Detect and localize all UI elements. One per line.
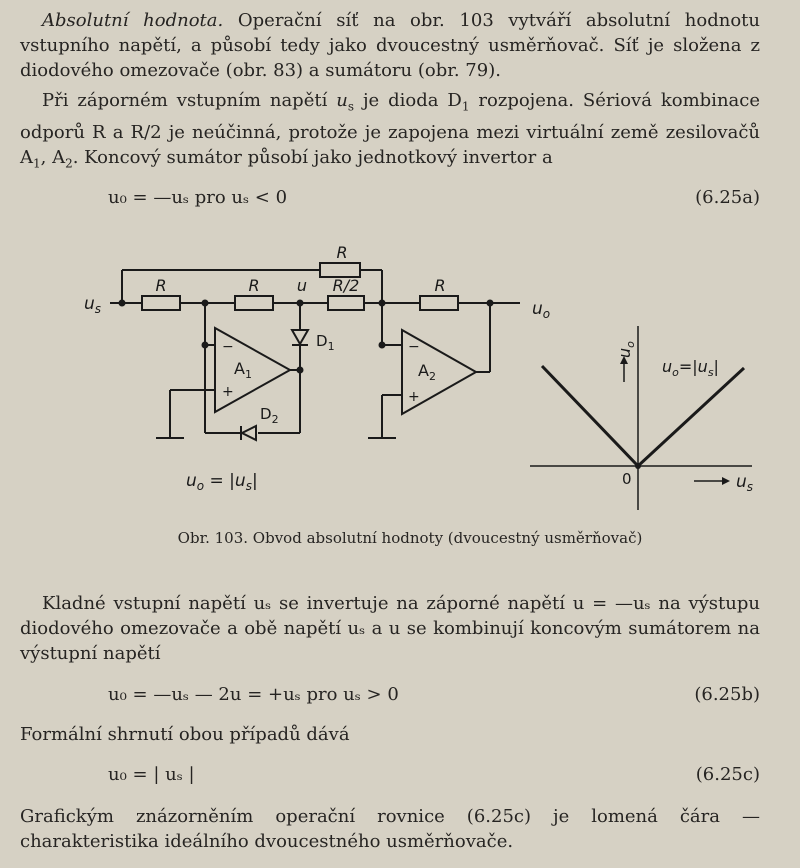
equation-6-25b-number: (6.25b) xyxy=(694,684,760,705)
label-uo-output: $u_o$ xyxy=(532,299,551,321)
label-r-half: R/2 xyxy=(332,276,360,295)
equation-6-25a-number: (6.25a) xyxy=(695,187,760,208)
equation-6-25b: u₀ = —uₛ — 2u = +uₛ pro uₛ > 0 xyxy=(108,684,399,705)
circuit-formula: $u_o = |u_s|$ xyxy=(186,471,258,493)
paragraph-2-text-c: rozpojena. Sériová kombinace odporů R a R/2 je neúčinná, protože je zapojena mezi virtuální země zesilovačů A xyxy=(20,90,761,168)
d1-sub: 1 xyxy=(461,99,470,114)
resistor-fb2 xyxy=(420,296,458,310)
paragraph-2-text-b: je dioda D xyxy=(362,90,462,111)
paragraph-2 xyxy=(20,88,760,176)
label-d2: $D_2$ xyxy=(260,405,279,426)
a2-plus: + xyxy=(408,389,420,405)
paragraph-1-text: Operační síť na obr. 103 vytváří absolutní hodnotu vstupního napětí, a působí tedy jako dvoucestný usměrňovač. Síť je složena z diodového omezovače (obr. 83) a sumátoru (obr. 79). xyxy=(20,10,760,81)
label-a1: $A_1$ xyxy=(234,359,252,381)
resistor-top xyxy=(320,263,360,277)
a2-minus: − xyxy=(408,339,420,355)
paragraph-1 xyxy=(20,8,760,83)
var-us: u xyxy=(336,90,348,111)
transfer-graph xyxy=(530,326,752,510)
var-us-sub: s xyxy=(347,99,355,114)
paragraph-5: Grafickým znázorněním operační rovnice (6.25c) je lomená čára — charakteristika ideálního dvoucestného usměrňovače. xyxy=(20,806,760,852)
paragraph-3: Kladné vstupní napětí uₛ se invertuje na záporné napětí u = —uₛ na výstupu diodového omezovače a obě napětí uₛ a u se kombinují koncovým sumátorem na výstupní napětí xyxy=(20,593,760,664)
graph-right-branch xyxy=(638,368,744,466)
a2-sub: 2 xyxy=(65,156,73,171)
diode-d1 xyxy=(292,330,308,344)
paragraph-2-text-d: , A xyxy=(40,146,66,168)
paragraph-2-text-e: . Koncový sumátor působí jako jednotkový invertor a xyxy=(72,146,553,168)
label-a2: $A_2$ xyxy=(418,361,436,383)
graph-origin: 0 xyxy=(622,470,632,488)
paragraph-4: Formální shrnutí obou případů dává xyxy=(20,724,350,745)
equation-6-25c-number: (6.25c) xyxy=(695,764,760,785)
graph-formula: $u_o=|u_s|$ xyxy=(662,357,719,379)
label-d1: $D_1$ xyxy=(316,332,335,353)
circuit-diagram xyxy=(0,230,800,520)
equation-6-25c: u₀ = | uₛ | xyxy=(108,764,195,785)
label-r-input: R xyxy=(155,276,167,295)
label-r-fb2: R xyxy=(434,276,446,295)
graph-x-label: $u_s$ xyxy=(736,472,754,494)
label-u-node: u xyxy=(296,276,308,295)
resistor-mid xyxy=(235,296,273,310)
graph-y-label: $u_o$ xyxy=(615,341,637,358)
a1-sub: 1 xyxy=(33,156,41,171)
resistor-half xyxy=(328,296,364,310)
equation-6-25a: u₀ = —uₛ pro uₛ < 0 xyxy=(108,187,288,208)
figure-caption: Obr. 103. Obvod absolutní hodnoty (dvoucestný usměrňovač) xyxy=(177,529,643,547)
resistor-input xyxy=(142,296,180,310)
a1-plus: + xyxy=(222,384,234,400)
paragraph-1-lead: Absolutní hodnota. xyxy=(42,10,224,31)
label-r-top: R xyxy=(336,243,348,262)
label-r-mid: R xyxy=(248,276,260,295)
label-us-input: $u_s$ xyxy=(84,294,102,316)
paragraph-2-text-a: Při záporném vstupním napětí xyxy=(42,90,328,111)
diode-d2 xyxy=(242,426,256,440)
a1-minus: − xyxy=(222,339,234,355)
